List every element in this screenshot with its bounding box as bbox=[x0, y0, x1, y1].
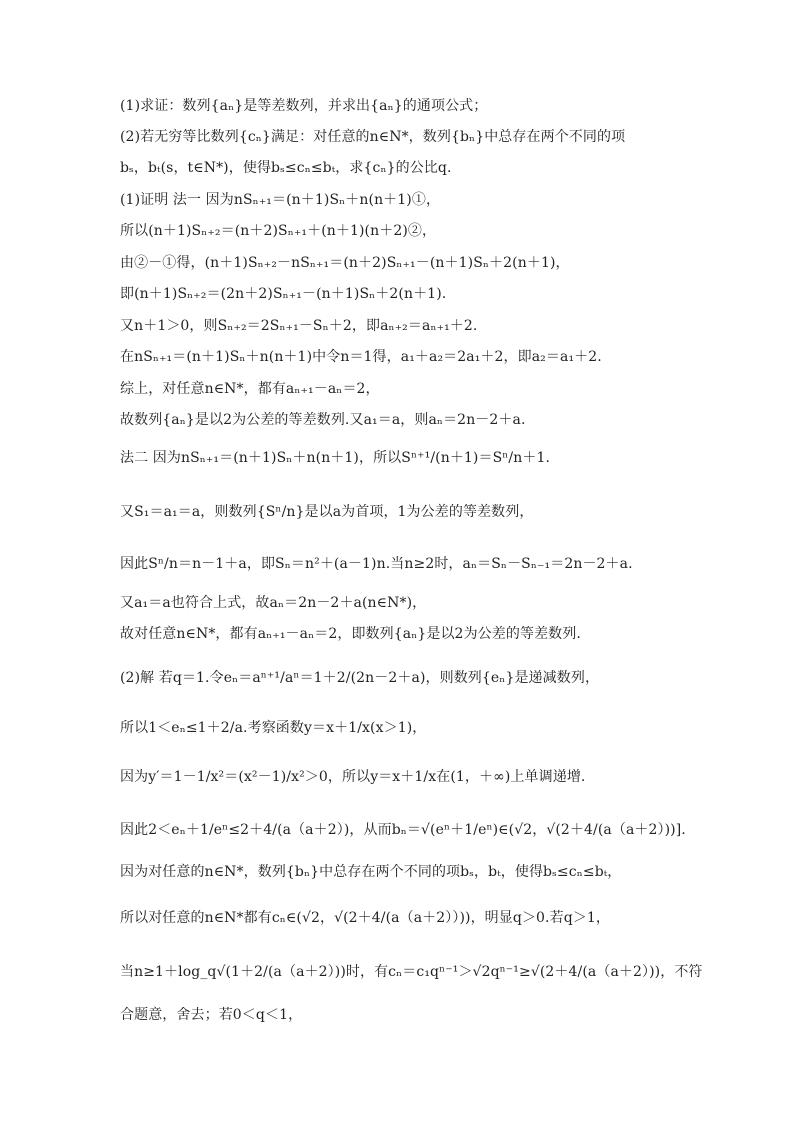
text-line-3: bₛ，bₜ(s，t∈N*)，使得bₛ≤cₙ≤bₜ，求{cₙ}的公比q. bbox=[120, 160, 452, 176]
text-line-15: 又a₁＝a也符合上式，故aₙ＝2n－2＋a(n∈N*)， bbox=[120, 595, 427, 611]
text-line-12: 法二 因为nSₙ₊₁＝(n＋1)Sₙ＋n(n＋1)，所以Sⁿ⁺¹/(n＋1)＝Sⁿ/n＋1. bbox=[120, 450, 551, 466]
text-line-11: 故数列{aₙ}是以2为公差的等差数列.又a₁＝a，则aₙ＝2n－2＋a. bbox=[120, 412, 526, 428]
text-line-24: 合题意，舍去；若0＜q＜1， bbox=[120, 1007, 303, 1023]
text-line-10: 综上，对任意n∈N*，都有aₙ₊₁－aₙ＝2， bbox=[120, 381, 380, 397]
text-line-7: 即(n＋1)Sₙ₊₂＝(2n＋2)Sₙ₊₁－(n＋1)Sₙ＋2(n＋1). bbox=[120, 286, 447, 302]
text-line-1: (1)求证：数列{aₙ}是等差数列，并求出{aₙ}的通项公式； bbox=[120, 98, 488, 114]
text-line-18: 所以1＜eₙ≤1＋2/a.考察函数y＝x＋1/x(x＞1)， bbox=[120, 720, 427, 736]
text-line-20: 因此2＜eₙ＋1/eⁿ≤2＋4/(a（a＋2）)，从而bₙ＝√(eⁿ＋1/eⁿ)∈(√2，√(2＋4/(a（a＋2）))]. bbox=[120, 822, 686, 838]
text-line-4: (1)证明 法一 因为nSₙ₊₁＝(n＋1)Sₙ＋n(n＋1)①， bbox=[120, 192, 441, 208]
text-line-5: 所以(n＋1)Sₙ₊₂＝(n＋2)Sₙ₊₁＋(n＋1)(n＋2)②， bbox=[120, 223, 437, 239]
text-line-13: 又S₁＝a₁＝a，则数列{Sⁿ/n}是以a为首项，1为公差的等差数列， bbox=[120, 504, 534, 520]
text-line-14: 因此Sⁿ/n＝n－1＋a，即Sₙ＝n²＋(a－1)n.当n≥2时，aₙ＝Sₙ－Sₙ₋₁＝2n－2＋a. bbox=[120, 556, 633, 572]
text-line-9: 在nSₙ₊₁＝(n＋1)Sₙ＋n(n＋1)中令n＝1得，a₁＋a₂＝2a₁＋2，即a₂＝a₁＋2. bbox=[120, 349, 602, 365]
text-line-19: 因为y′＝1－1/x²＝(x²－1)/x²＞0，所以y＝x＋1/x在(1，＋∞)上单调递增. bbox=[120, 769, 586, 785]
text-line-23: 当n≥1＋log_q√(1＋2/(a（a＋2）))时，有cₙ＝c₁qⁿ⁻¹＞√2qⁿ⁻¹≥√(2＋4/(a（a＋2）))，不符 bbox=[120, 964, 703, 980]
text-line-21: 因为对任意的n∈N*，数列{bₙ}中总存在两个不同的项bₛ，bₜ，使得bₛ≤cₙ≤bₜ， bbox=[120, 864, 622, 880]
text-line-22: 所以对任意的n∈N*都有cₙ∈(√2，√(2＋4/(a（a＋2））))，明显q＞0.若q＞1， bbox=[120, 910, 610, 926]
text-line-17: (2)解 若q＝1.令eₙ＝aⁿ⁺¹/aⁿ＝1＋2/(2n－2＋a)，则数列{eₙ}是递减数列， bbox=[120, 670, 600, 686]
text-line-8: 又n＋1＞0，则Sₙ₊₂＝2Sₙ₊₁－Sₙ＋2，即aₙ₊₂＝aₙ₊₁＋2. bbox=[120, 318, 478, 334]
text-line-2: (2)若无穷等比数列{cₙ}满足：对任意的n∈N*，数列{bₙ}中总存在两个不同的项 bbox=[120, 129, 626, 145]
text-line-16: 故对任意n∈N*，都有aₙ₊₁－aₙ＝2，即数列{aₙ}是以2为公差的等差数列. bbox=[120, 626, 581, 642]
text-line-6: 由②－①得，(n＋1)Sₙ₊₂－nSₙ₊₁＝(n＋2)Sₙ₊₁－(n＋1)Sₙ＋2(n＋1)， bbox=[120, 255, 570, 271]
